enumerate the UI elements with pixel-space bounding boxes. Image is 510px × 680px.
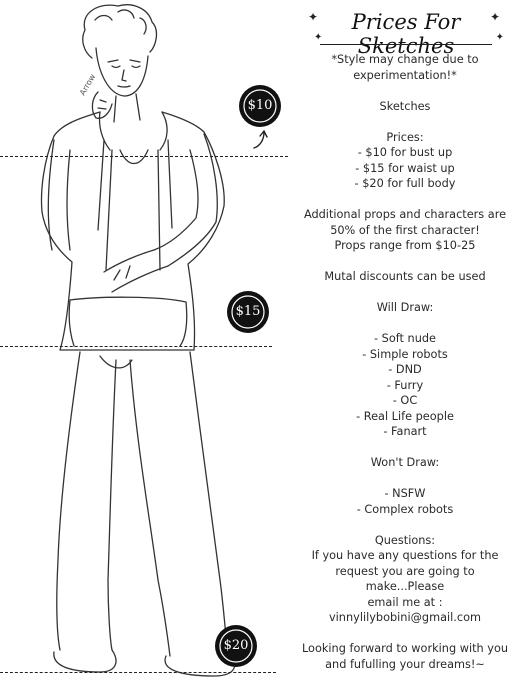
arrow-icon	[250, 128, 270, 152]
price-full: $20	[223, 638, 249, 653]
sparkle-icon: ✦	[308, 10, 319, 24]
info-line: Questions:	[374, 533, 436, 547]
full-body-line	[0, 672, 276, 673]
info-line: experimentation!*	[353, 68, 457, 82]
info-line: 50% of the first character!	[330, 223, 480, 237]
section-gap	[300, 471, 510, 487]
info-line: Mutal discounts can be used	[324, 270, 486, 283]
price-badge-full	[214, 624, 258, 668]
info-line: - Real Life people	[356, 409, 454, 423]
section-gap	[300, 114, 510, 130]
page-title: Prices For Sketches	[351, 10, 461, 58]
info-line: Sketches	[379, 99, 431, 113]
info-line: Additional props and characters are	[303, 208, 507, 221]
sparkle-icon: ✦	[314, 32, 323, 43]
info-line: - Soft nude	[374, 332, 436, 345]
section-gap	[300, 285, 510, 301]
price-badge-waist	[226, 290, 270, 334]
info-line: Will Draw:	[376, 301, 434, 314]
info-line: - $15 for waist up	[355, 161, 455, 175]
info-line: email me at :	[367, 595, 443, 609]
section-gap	[300, 517, 510, 533]
info-line: Won't Draw:	[370, 456, 440, 469]
section-gap	[300, 254, 510, 270]
info-line: Props range from $10-25	[334, 239, 476, 252]
info-line: - Furry	[386, 378, 424, 392]
price-badge-bust	[238, 84, 282, 128]
info-line: and fufulling your dreams!~	[325, 657, 485, 671]
info-line: If you have any questions for the	[311, 549, 499, 562]
info-line: - Complex robots	[356, 502, 454, 516]
info-line: - $10 for bust up	[357, 146, 453, 159]
info-line: - DND	[388, 363, 422, 376]
section-gap	[300, 192, 510, 208]
arrow-label: Arrow	[77, 72, 98, 97]
waist-line	[0, 346, 272, 347]
section-gap	[300, 316, 510, 332]
info-line: vinnylilybobini@gmail.com	[328, 611, 481, 624]
info-line: - NSFW	[384, 487, 426, 500]
price-bust: $10	[247, 98, 273, 113]
info-line: - Fanart	[383, 425, 427, 438]
info-line: - $20 for full body	[354, 177, 456, 190]
info-line: Looking forward to working with you	[301, 642, 509, 655]
bust-line	[0, 156, 288, 157]
sparkle-icon: ✦	[489, 10, 500, 24]
title-underline	[320, 44, 492, 45]
section-gap	[300, 83, 510, 99]
info-line: - Simple robots	[362, 347, 448, 361]
info-line: request you are going to	[335, 564, 475, 578]
info-line: - OC	[392, 394, 418, 407]
info-line: Prices:	[386, 130, 424, 144]
info-line: make...Please	[365, 580, 445, 593]
section-gap	[300, 440, 510, 456]
section-gap	[300, 626, 510, 642]
info-panel	[300, 52, 510, 672]
info-line: *Style may change due to	[331, 53, 479, 66]
price-waist: $15	[235, 304, 261, 319]
title-banner	[306, 6, 506, 58]
sparkle-icon: ✦	[495, 32, 504, 43]
